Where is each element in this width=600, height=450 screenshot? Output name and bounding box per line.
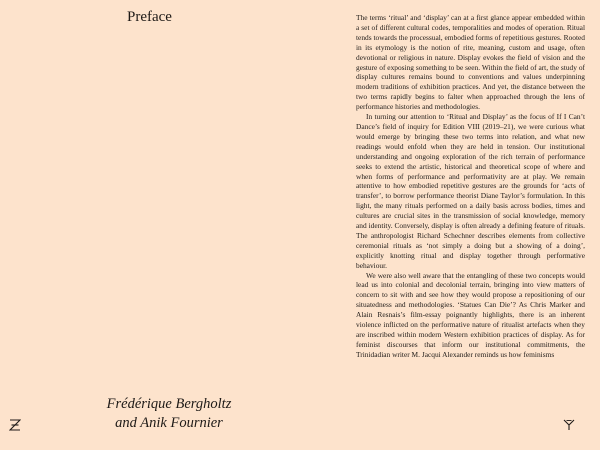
paragraph: In turning our attention to ‘Ritual and Display’ as the focus of If I Can’t Dance’s field of inquiry for Edition VIII (2019–21), we were curious what would emerge by bringing these two terms into relation, and what new readings would enfold when they are held in tension. Our institutional understanding and ongoing exploration of the rich terrain of performance seeks to extend the artistic, historical and theoretical scope of where and when forms of performance and performativity are at play. We remain attentive to how embodied repetitive gestures are the grounds for ‘acts of transfer’, to borrow performance theorist Diane Taylor’s formulation. In this light, the many rituals performed on a daily basis across bodies, times and cultures are crucial sites in the transmission of social knowledge, memory and identity. Conversely, display is often already a defining feature of rituals. The anthropologist Richard Schechner describes elements from collective ceremonial rituals as ‘not simply a doing but a showing of a doing’, explicitly knotting ritual and display together through performative behaviour. xyxy=(356,112,585,270)
paragraph: We were also well aware that the entangling of these two concepts would lead us into colonial and decolonial terrain, bringing into view matters of concern to sit with and see how they would propose a repositioning of our situatedness and methodologies. ‘Statues Can Die’? As Chris Marker and Alain Resnais’s film-essay poignantly highlights, there is an inherent violence inflicted on the performative nature of ritualist artefacts when they are inscribed within modern Western exhibition practices of display. As for feminist discourses that inform our institutional commitments, the Trinidadian writer M. Jacqui Alexander reminds us how feminisms xyxy=(356,270,585,359)
y-mark-icon xyxy=(563,419,575,431)
paragraph: The terms ‘ritual’ and ‘display’ can at a first glance appear embedded within a set of different cultural codes, temporalities and modes of operation. Ritual tends towards the processual, embodied forms of repetitious gestures. Rooted in its etymology is the notion of rite, meaning, custom and usage, often devotional or religious in nature. Display evokes the field of vision and the gesture of exposing something to be seen. Within the field of art, the study of display cultures remains bound to conventions and values underpinning modern traditions of exhibition practices. And yet, the distance between the two terms rapidly begins to falter when approached through the lens of performance histories and methodologies. xyxy=(356,13,585,112)
author-credits xyxy=(84,395,254,433)
page-title: Preface xyxy=(127,9,172,25)
author-name-second: and Anik Fournier xyxy=(115,415,223,431)
author-name-first: Frédérique Bergholtz xyxy=(106,396,232,412)
body-text xyxy=(356,13,585,360)
hourglass-icon xyxy=(9,419,21,431)
